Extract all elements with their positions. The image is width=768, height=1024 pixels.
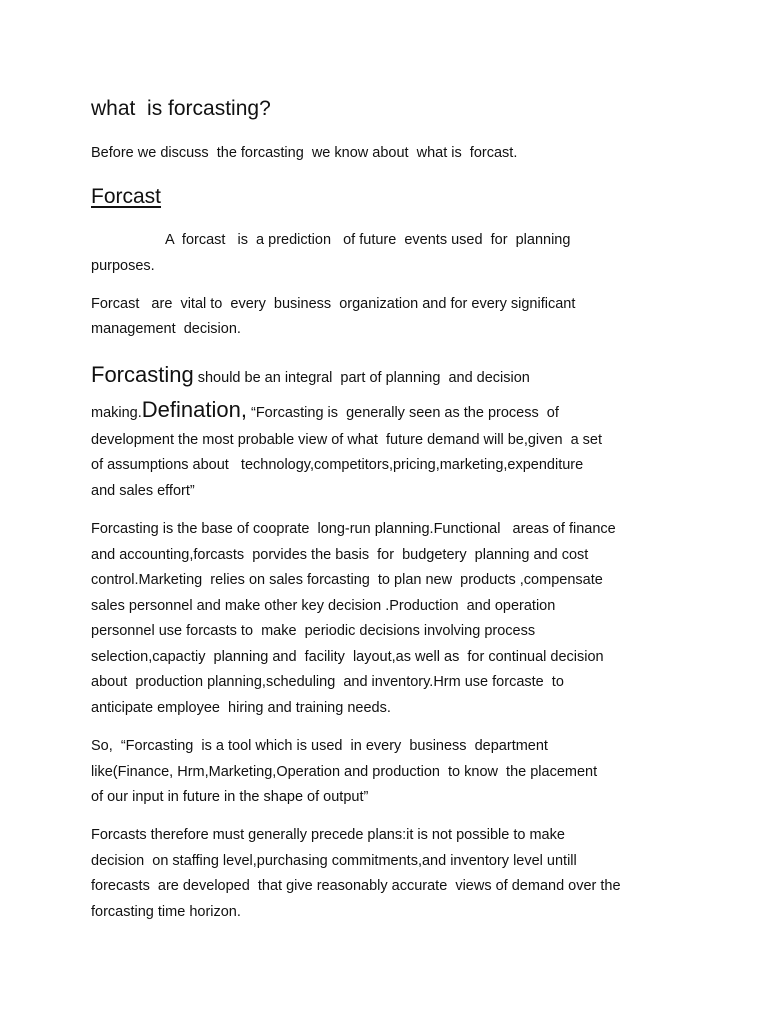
paragraph-5-line-2: like(Finance, Hrm,Marketing,Operation and production to know the placement bbox=[91, 764, 598, 780]
paragraph-3-line-1-rest: should be an integral part of planning and decision bbox=[193, 370, 530, 386]
paragraph-5-line-1: So, “Forcasting is a tool which is used in every business department bbox=[91, 738, 548, 754]
paragraph-4-line-6: selection,capactiy planning and facility layout,as well as for continual decision bbox=[91, 649, 604, 665]
paragraph-3-making: making. bbox=[91, 405, 142, 421]
paragraph-2-line-2: management decision. bbox=[91, 321, 241, 337]
forcasting-emphasis: Forcasting bbox=[91, 362, 194, 387]
paragraph-4-line-4: sales personnel and make other key decision .Production and operation bbox=[91, 598, 556, 614]
paragraph-1-line-1: A forcast is a prediction of future events used for planning bbox=[165, 232, 571, 248]
paragraph-4-line-8: anticipate employee hiring and training needs. bbox=[91, 700, 391, 716]
paragraph-6-line-1: Forcasts therefore must generally precede plans:it is not possible to make bbox=[91, 827, 565, 843]
paragraph-6-line-3: forecasts are developed that give reasonably accurate views of demand over the bbox=[91, 878, 621, 894]
paragraph-3-line-2-rest: “Forcasting is generally seen as the process of bbox=[246, 405, 559, 421]
paragraph-6-line-4: forcasting time horizon. bbox=[91, 904, 241, 920]
paragraph-3-line-3: development the most probable view of what future demand will be,given a set bbox=[91, 432, 603, 448]
paragraph-6-line-2: decision on staffing level,purchasing commitments,and inventory level untill bbox=[91, 853, 577, 869]
paragraph-1-line-2: purposes. bbox=[91, 258, 155, 274]
paragraph-3-line-1 bbox=[91, 362, 530, 388]
paragraph-4-line-3: control.Marketing relies on sales forcasting to plan new products ,compensate bbox=[91, 572, 603, 588]
paragraph-3-line-5: and sales effort” bbox=[91, 483, 195, 499]
paragraph-4-line-7: about production planning,scheduling and inventory.Hrm use forcaste to bbox=[91, 674, 564, 690]
page-title: what is forcasting? bbox=[91, 97, 271, 120]
paragraph-4-line-1: Forcasting is the base of cooprate long-run planning.Functional areas of finance bbox=[91, 521, 616, 537]
defination-emphasis: Defination, bbox=[141, 397, 247, 422]
paragraph-4-line-5: personnel use forcasts to make periodic decisions involving process bbox=[91, 623, 536, 639]
paragraph-3-line-4: of assumptions about technology,competitors,pricing,marketing,expenditure bbox=[91, 457, 584, 473]
paragraph-3-line-2 bbox=[91, 397, 559, 423]
paragraph-2-line-1: Forcast are vital to every business organization and for every significant bbox=[91, 296, 576, 312]
paragraph-4-line-2: and accounting,forcasts porvides the basis for budgetery planning and cost bbox=[91, 547, 589, 563]
section-heading-forcast: Forcast bbox=[91, 185, 162, 208]
paragraph-5-line-3: of our input in future in the shape of output” bbox=[91, 789, 369, 805]
intro-text: Before we discuss the forcasting we know about what is forcast. bbox=[91, 145, 518, 161]
